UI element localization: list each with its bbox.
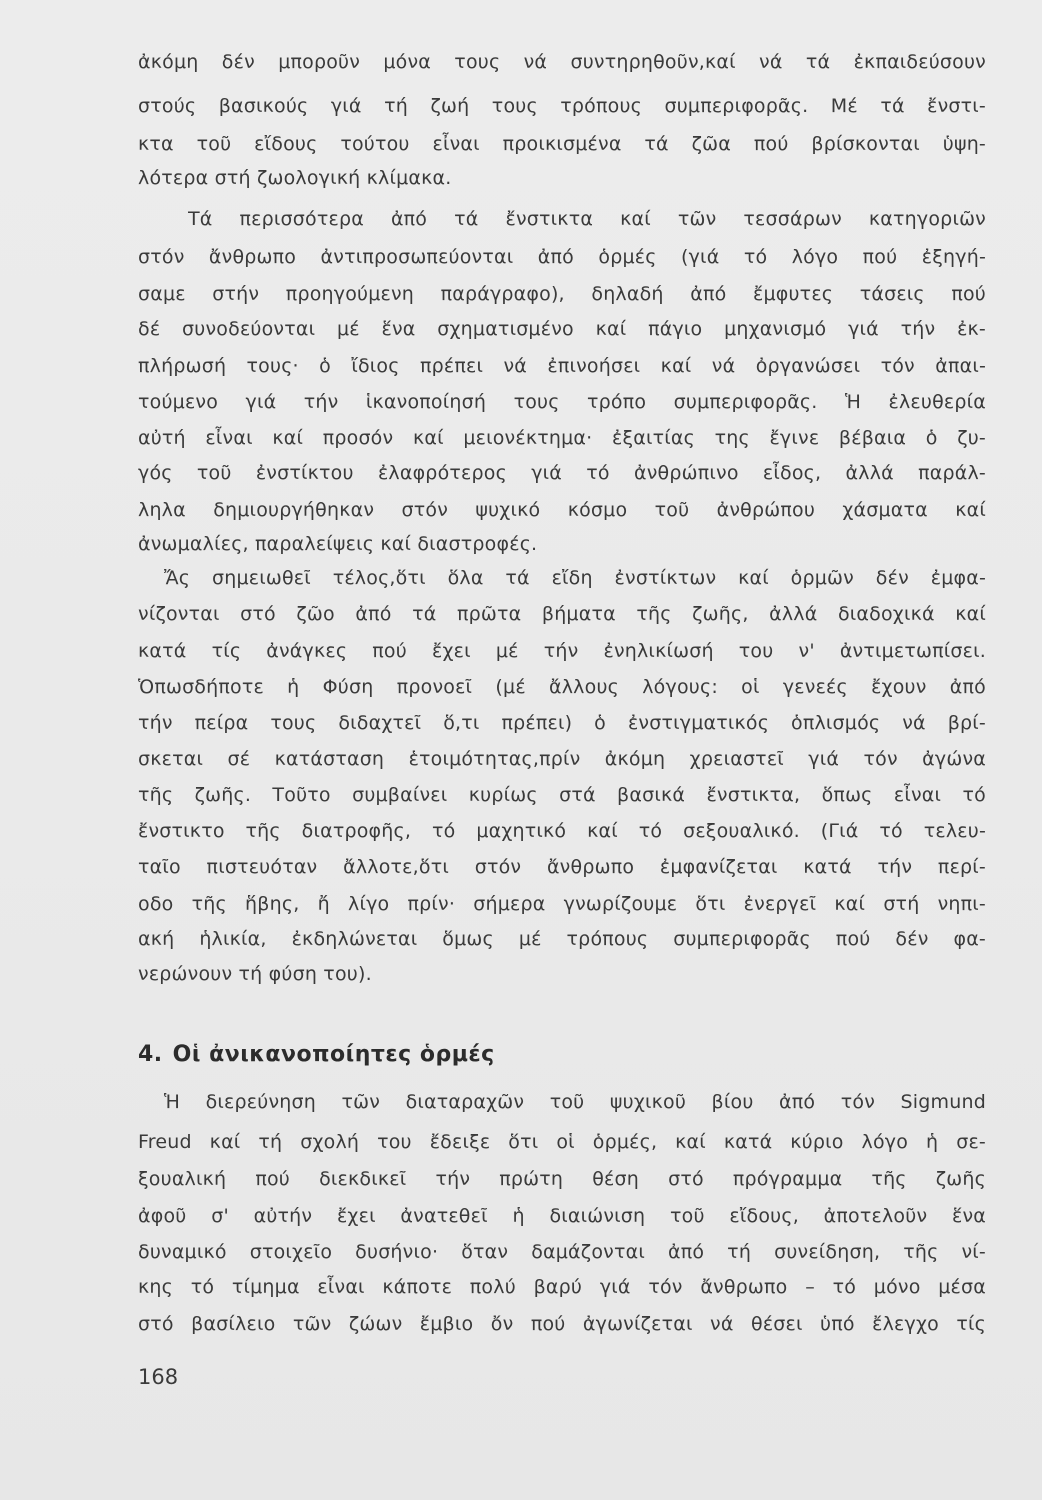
text-line: δυναμικό στοιχεῖο δυσήνιο· ὅταν δαμάζονται ἀπό τή συνείδηση, τῆς νί-: [138, 1241, 986, 1263]
text-line: σκεται σέ κατάσταση ἑτοιμότητας,πρίν ἀκόμη χρειαστεῖ γιά τόν ἀγώνα: [138, 748, 986, 770]
text-line: ἀκόμη δέν μποροῦν μόνα τους νά συντηρηθοῦν,καί νά τά ἐκπαιδεύσουν: [138, 51, 986, 73]
text-line: οδο τῆς ἥβης, ἤ λίγο πρίν· σήμερα γνωρίζουμε ὅτι ἐνεργεῖ καί στή νηπι-: [138, 893, 986, 915]
text-line: γός τοῦ ἐνστίκτου ἐλαφρότερος γιά τό ἀνθρώπινο εἶδος, ἀλλά παράλ-: [138, 462, 986, 484]
text-line: αὐτή εἶναι καί προσόν καί μειονέκτημα· ἐξαιτίας της ἔγινε βέβαια ὁ ζυ-: [138, 427, 986, 449]
text-line: νίζονται στό ζῶο ἀπό τά πρῶτα βήματα τῆς ζωῆς, ἀλλά διαδοχικά καί: [138, 603, 986, 625]
text-line: ακή ἡλικία, ἐκδηλώνεται ὅμως μέ τρόπους συμπεριφορᾶς πού δέν φα-: [138, 928, 986, 950]
text-line: Ἄς σημειωθεῖ τέλος,ὅτι ὅλα τά εἴδη ἐνστίκτων καί ὁρμῶν δέν ἐμφα-: [164, 567, 986, 589]
text-line: ξουαλική πού διεκδικεῖ τήν πρώτη θέση στό πρόγραμμα τῆς ζωῆς: [138, 1168, 986, 1190]
text-line: στούς βασικούς γιά τή ζωή τους τρόπους συμπεριφορᾶς. Μέ τά ἔνστι-: [138, 95, 986, 117]
text-line: Ἡ διερεύνηση τῶν διαταραχῶν τοῦ ψυχικοῦ βίου ἀπό τόν Sigmund: [164, 1091, 986, 1113]
text-line: κης τό τίμημα εἶναι κάποτε πολύ βαρύ γιά τόν ἄνθρωπο – τό μόνο μέσα: [138, 1276, 986, 1298]
text-line: σαμε στήν προηγούμενη παράγραφο), δηλαδή ἀπό ἔμφυτες τάσεις πού: [138, 283, 986, 305]
section-title: Οἱ ἀνικανοποίητες ὁρμές: [172, 1042, 495, 1067]
text-line: τήν πείρα τους διδαχτεῖ ὅ,τι πρέπει) ὁ ἐνστιγματικός ὁπλισμός νά βρί-: [138, 712, 986, 734]
page-number: 168: [138, 1365, 179, 1389]
text-line: λότερα στή ζωολογική κλίμακα.: [138, 167, 452, 189]
section-number: 4.: [138, 1042, 163, 1067]
text-line: ληλα δημιουργήθηκαν στόν ψυχικό κόσμο τοῦ ἀνθρώπου χάσματα καί: [138, 499, 986, 521]
text-line: τῆς ζωῆς. Τοῦτο συμβαίνει κυρίως στά βασικά ἔνστικτα, ὅπως εἶναι τό: [138, 784, 986, 806]
text-line: Ὁπωσδήποτε ἡ Φύση προνοεῖ (μέ ἄλλους λόγους: οἱ γενεές ἔχουν ἀπό: [138, 676, 986, 698]
text-line: δέ συνοδεύονται μέ ἕνα σχηματισμένο καί πάγιο μηχανισμό γιά τήν ἐκ-: [138, 318, 986, 340]
text-line: κτα τοῦ εἴδους τούτου εἶναι προικισμένα τά ζῶα πού βρίσκονται ὑψη-: [138, 133, 986, 155]
text-line: Freud καί τή σχολή του ἔδειξε ὅτι οἱ ὁρμές, καί κατά κύριο λόγο ἡ σε-: [138, 1131, 986, 1153]
text-line: στόν ἄνθρωπο ἀντιπροσωπεύονται ἀπό ὁρμές (γιά τό λόγο πού ἐξηγή-: [138, 246, 986, 268]
text-line: πλήρωσή τους· ὁ ἴδιος πρέπει νά ἐπινοήσει καί νά ὀργανώσει τόν ἀπαι-: [138, 355, 986, 377]
text-line: στό βασίλειο τῶν ζώων ἔμβιο ὄν πού ἀγωνίζεται νά θέσει ὑπό ἔλεγχο τίς: [138, 1313, 986, 1335]
text-line: Τά περισσότερα ἀπό τά ἔνστικτα καί τῶν τεσσάρων κατηγοριῶν: [188, 208, 986, 230]
text-line: ἔνστικτο τῆς διατροφῆς, τό μαχητικό καί τό σεξουαλικό. (Γιά τό τελευ-: [138, 820, 986, 842]
text-line: τούμενο γιά τήν ἱκανοποίησή τους τρόπο συμπεριφορᾶς. Ἡ ἐλευθερία: [138, 391, 986, 413]
text-line: ταῖο πιστευόταν ἄλλοτε,ὅτι στόν ἄνθρωπο ἐμφανίζεται κατά τήν περί-: [138, 856, 986, 878]
text-line: ἀνωμαλίες, παραλείψεις καί διαστροφές.: [138, 533, 538, 555]
text-line: ἀφοῦ σ' αὐτήν ἔχει ἀνατεθεῖ ἡ διαιώνιση τοῦ εἴδους, ἀποτελοῦν ἕνα: [138, 1205, 986, 1227]
text-line: νερώνουν τή φύση του).: [138, 963, 372, 985]
text-line: κατά τίς ἀνάγκες πού ἔχει μέ τήν ἐνηλικίωσή του ν' ἀντιμετωπίσει.: [138, 640, 986, 662]
section-heading: [138, 1040, 495, 1070]
